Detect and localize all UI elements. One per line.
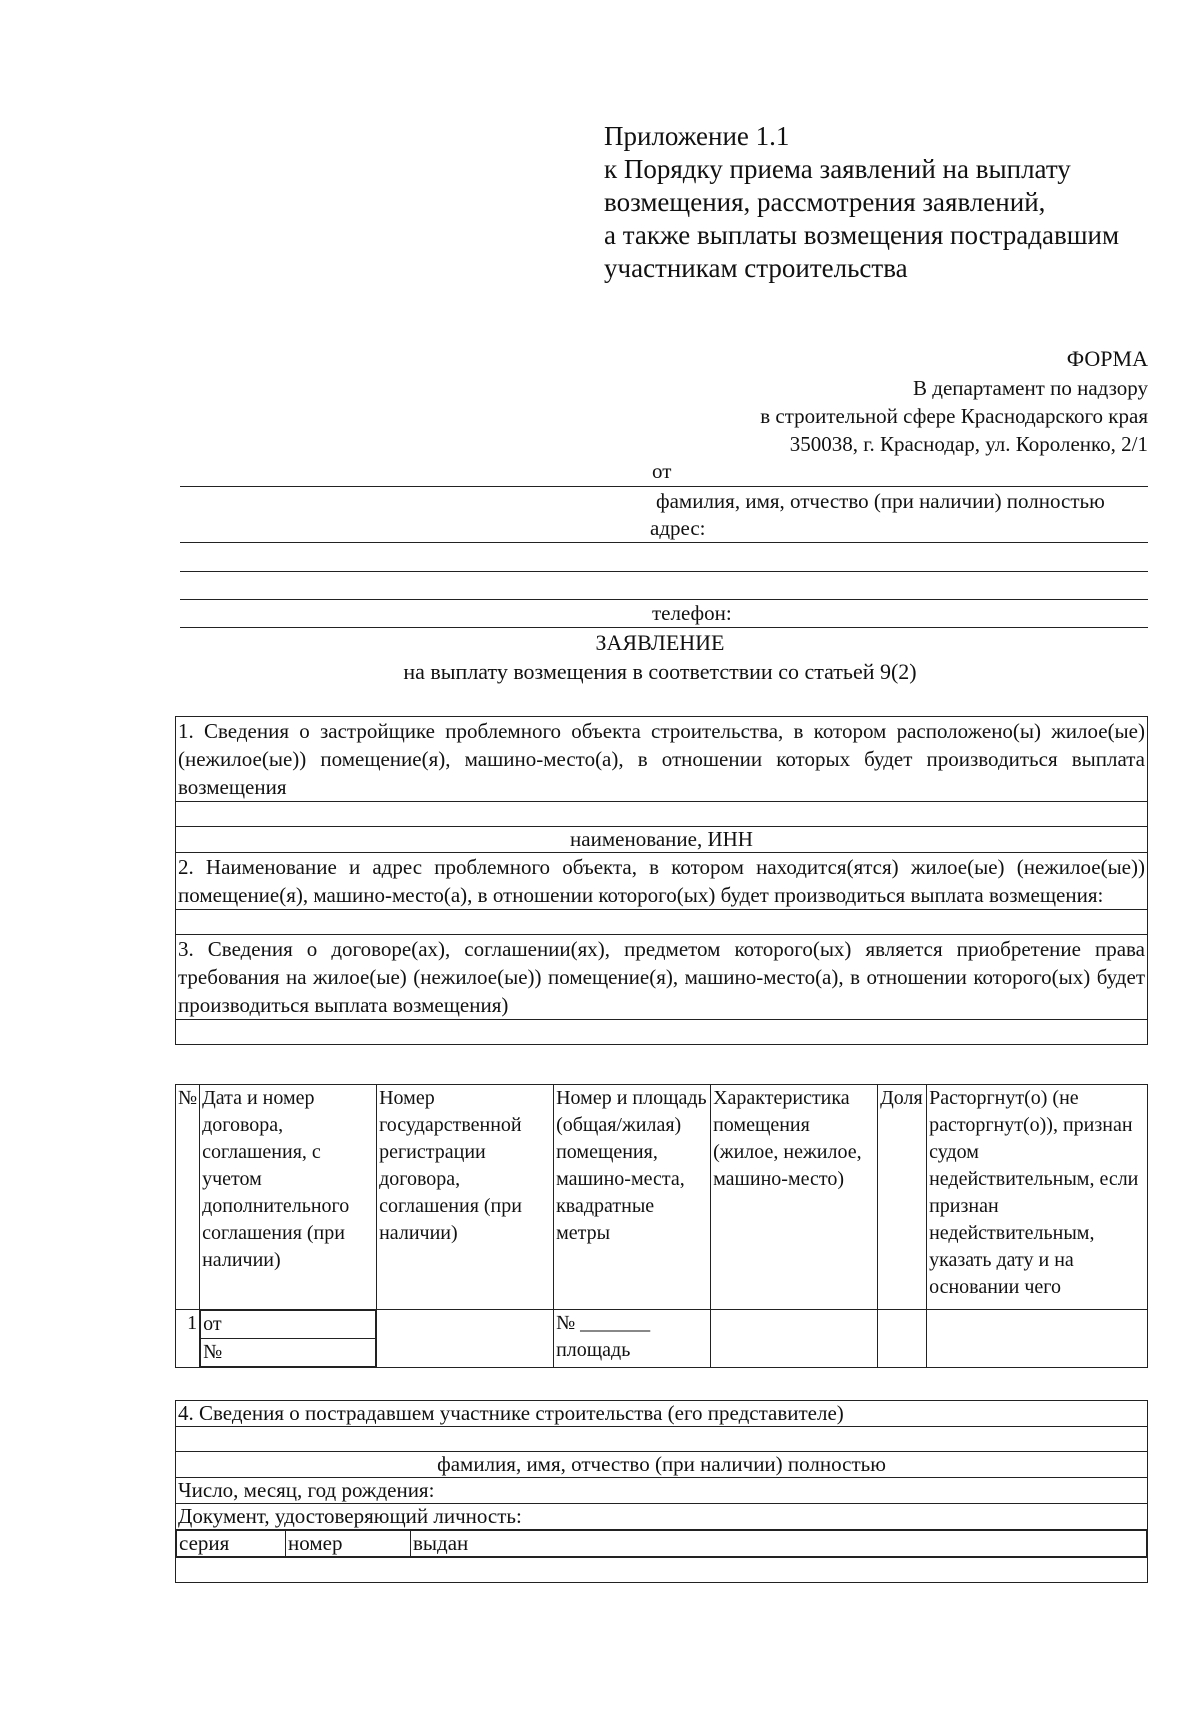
doc-title: ЗАЯВЛЕНИЕ	[595, 630, 725, 655]
col-header-room: Номер и площадь (общая/жилая) помещения, машино-места, квадратные метры	[554, 1085, 711, 1310]
recipient-line: в строительной сфере Краснодарского края	[760, 404, 1148, 428]
col-header-num: №	[176, 1085, 200, 1310]
address-label: адрес:	[650, 516, 706, 540]
col-header-type: Характеристика помещения (жилое, нежилое, машино-место)	[711, 1085, 878, 1310]
annex-line: Приложение 1.1	[604, 121, 790, 151]
sections-table	[175, 716, 1148, 1045]
row-area-label: площадь	[556, 1339, 631, 1361]
section4-fio-caption: фамилия, имя, отчество (при наличии) полностью	[176, 1452, 1148, 1478]
section4-text: 4. Сведения о пострадавшем участнике строительства (его представителе)	[176, 1401, 1148, 1427]
row-num: 1	[176, 1310, 200, 1368]
col-header-registration: Номер государственной регистрации договора, соглашения (при наличии)	[377, 1085, 554, 1310]
from-label: от	[652, 459, 672, 483]
contracts-table	[175, 1084, 1148, 1368]
doc-details-row	[176, 1530, 1148, 1558]
col-header-contract: Дата и номер договора, соглашения, с учетом дополнительного соглашения (при наличии)	[200, 1085, 377, 1310]
section3-input[interactable]	[176, 1020, 1148, 1045]
section1-caption: наименование, ИНН	[176, 827, 1148, 853]
annex-line: к Порядку приема заявлений на выплату	[604, 154, 1071, 184]
row-share-cell[interactable]	[878, 1310, 927, 1368]
annex-block	[604, 120, 1119, 285]
col-header-status: Расторгнут(о) (не расторгнут(о)), признан судом недействительным, если признан недействительным, указать дату и на основании чего	[927, 1085, 1148, 1310]
issued-input[interactable]	[176, 1558, 1148, 1583]
from-line[interactable]	[180, 486, 1148, 487]
recipient-block	[760, 374, 1148, 458]
section3-text: 3. Сведения о договоре(ах), соглашении(ях), предметом которого(ых) является приобретение права требования на жилое(ые) (нежилое(ые)) помещение(я), машино-место(а), в отношении которого(ых) будет производиться выплата возмещения)	[176, 935, 1148, 1020]
phone-label: телефон:	[652, 601, 732, 625]
annex-line: возмещения, рассмотрения заявлений,	[604, 187, 1046, 217]
annex-line: а также выплаты возмещения пострадавшим	[604, 220, 1120, 250]
row-number-label: №	[201, 1339, 376, 1367]
address-line[interactable]	[180, 571, 1148, 572]
number-field[interactable]: номер	[286, 1531, 411, 1557]
row-status-cell[interactable]	[927, 1310, 1148, 1368]
recipient-line: В департамент по надзору	[913, 376, 1148, 400]
row-room-number-label: № _______	[556, 1312, 651, 1334]
annex-line: участникам строительства	[604, 253, 908, 283]
row-contract-cell[interactable]	[200, 1310, 377, 1368]
row-room-cell[interactable]	[554, 1310, 711, 1368]
table-row	[176, 1310, 1148, 1368]
address-line[interactable]	[180, 599, 1148, 600]
phone-line[interactable]	[180, 627, 1148, 628]
section1-text: 1. Сведения о застройщике проблемного объекта строительства, в котором расположено(ы) жилое(ые) (нежилое(ые)) помещение(я), машино-место(а), в отношении которых будет производиться выплата возмещения	[176, 717, 1148, 802]
fio-caption: фамилия, имя, отчество (при наличии) полностью	[656, 489, 1105, 513]
address-line[interactable]	[180, 542, 1148, 543]
series-field[interactable]: серия	[177, 1531, 286, 1557]
row-type-cell[interactable]	[711, 1310, 878, 1368]
form-label: ФОРМА	[1066, 346, 1148, 371]
section2-text: 2. Наименование и адрес проблемного объекта, в котором находится(ятся) жилое(ые) (нежилое(ые)) помещение(я), машино-место(а), в отношении которого(ых) будет производиться выплата возмещения:	[176, 853, 1148, 910]
section2-input[interactable]	[176, 910, 1148, 935]
row-date-label: от	[201, 1311, 376, 1339]
row-registration-cell[interactable]	[377, 1310, 554, 1368]
identity-doc-field[interactable]: Документ, удостоверяющий личность:	[176, 1504, 1148, 1530]
issued-field[interactable]: выдан	[411, 1531, 1147, 1557]
section1-input[interactable]	[176, 802, 1148, 827]
section4-table	[175, 1400, 1148, 1583]
recipient-line: 350038, г. Краснодар, ул. Короленко, 2/1	[789, 432, 1148, 456]
birth-date-field[interactable]: Число, месяц, год рождения:	[176, 1478, 1148, 1504]
section4-fio-input[interactable]	[176, 1427, 1148, 1452]
doc-subtitle: на выплату возмещения в соответствии со статьей 9(2)	[403, 659, 917, 684]
col-header-share: Доля	[878, 1085, 927, 1310]
